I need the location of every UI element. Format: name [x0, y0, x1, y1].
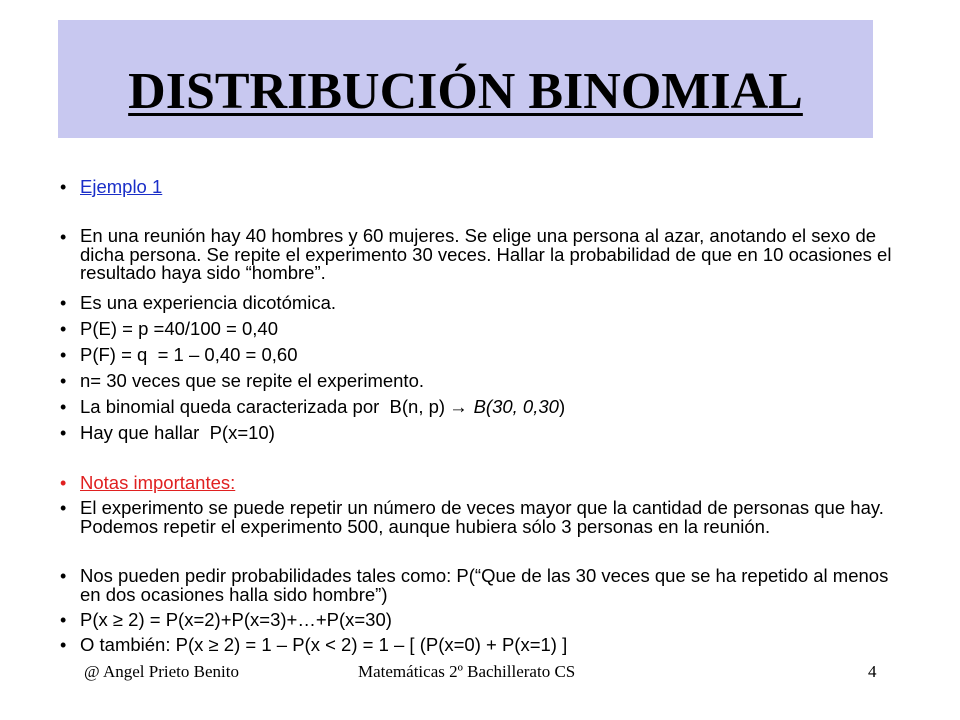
bullet-dot: •	[60, 177, 67, 197]
point-text: Es una experiencia dicotómica.	[80, 292, 337, 313]
example-heading: Ejemplo 1	[80, 176, 163, 197]
problem-statement: En una reunión hay 40 hombres y 60 mujeres. Se elige una persona al azar, anotando el sexo de dicha persona. Se repite el experimento 30 veces. Hallar la probabilidad de que en 10 ocasiones el resultado haya sido “hombre”.	[80, 225, 892, 283]
bullet-dot: •	[60, 635, 67, 655]
note-text: P(x ≥ 2) = P(x=2)+P(x=3)+…+P(x=30)	[80, 609, 392, 630]
note-text: Nos pueden pedir probabilidades tales como: P(“Que de las 30 veces que se ha repetido al menos en dos ocasiones halla sido hombre”)	[80, 565, 889, 605]
bullet-dot: •	[60, 473, 67, 493]
point-text: P(E) = p =40/100 = 0,40	[80, 318, 278, 339]
bullet-dot: •	[60, 566, 67, 586]
bullet-dot: •	[60, 610, 67, 630]
point-text: P(F) = q = 1 – 0,40 = 0,60	[80, 344, 298, 365]
slide-title: DISTRIBUCIÓN BINOMIAL	[128, 63, 803, 120]
footer-author: @ Angel Prieto Benito	[84, 662, 239, 681]
binomial-line	[80, 397, 910, 417]
arrow-right-icon: →	[449, 396, 468, 417]
note-text: O también: P(x ≥ 2) = 1 – P(x < 2) = 1 – [ (P(x=0) + P(x=1) ]	[80, 634, 568, 655]
bullet-dot: •	[60, 423, 67, 443]
find-text: Hay que hallar P(x=10)	[80, 422, 275, 443]
bullet-dot: •	[60, 498, 67, 518]
footer-page-number: 4	[868, 662, 877, 681]
bullet-dot: •	[60, 397, 67, 417]
bullet-dot: •	[60, 345, 67, 365]
point-text: n= 30 veces que se repite el experimento.	[80, 370, 425, 391]
notes-heading: Notas importantes:	[80, 472, 236, 493]
bullet-dot: •	[60, 293, 67, 313]
bullet-dot: •	[60, 371, 67, 391]
footer-course: Matemáticas 2º Bachillerato CS	[358, 662, 576, 681]
bullet-dot: •	[60, 319, 67, 339]
bullet-dot: •	[60, 227, 67, 247]
binomial-suffix: )	[558, 396, 566, 417]
title-banner	[58, 20, 873, 138]
binomial-result: B(30, 0,30	[473, 396, 559, 417]
binomial-prefix: La binomial queda caracterizada por B(n, p)	[80, 396, 446, 417]
note-text: El experimento se puede repetir un número de veces mayor que la cantidad de personas que hay. Podemos repetir el experimento 500, aunque hubiera sólo 3 personas en la reunión.	[80, 497, 884, 537]
